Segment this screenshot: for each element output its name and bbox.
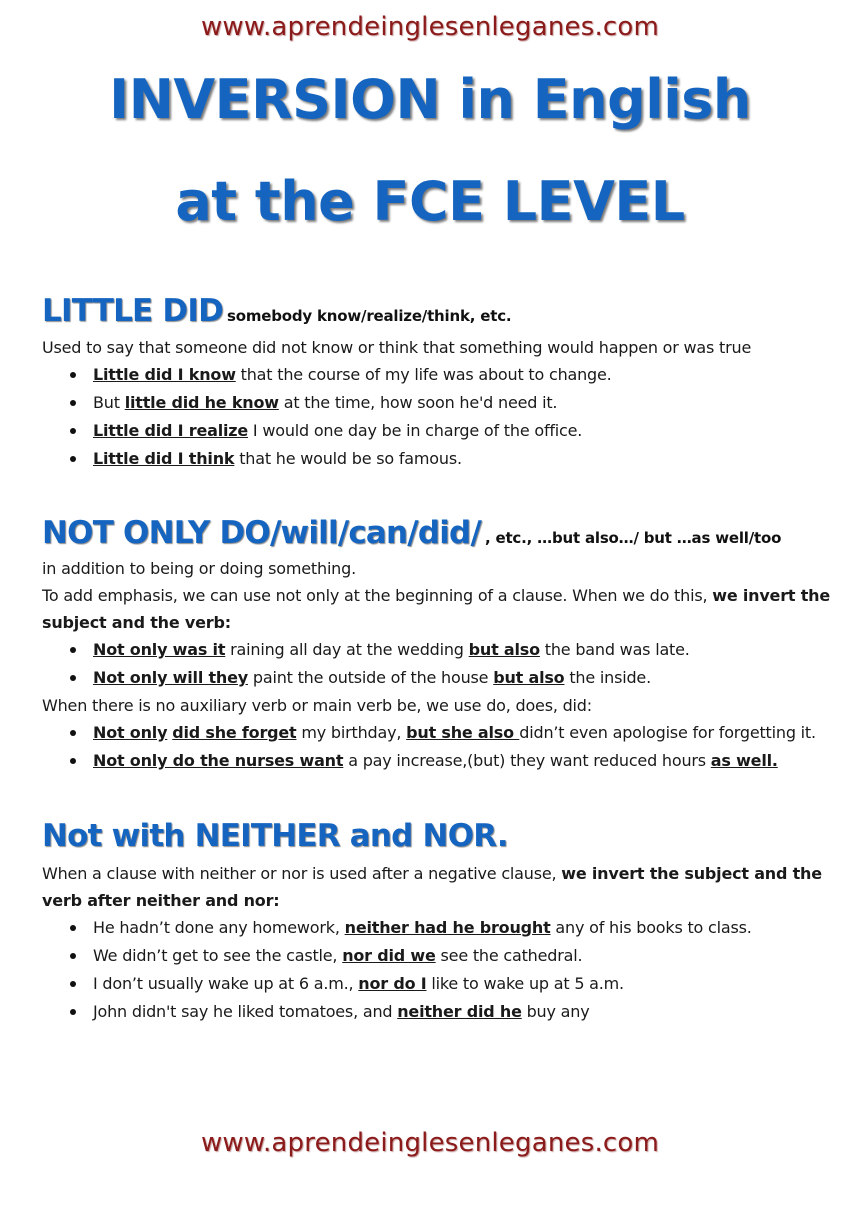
section-not-only (42, 515, 842, 775)
list-item: Not only do the nurses want a pay increase,(but) they want reduced hours as well. (42, 747, 842, 775)
section-neither-nor (42, 818, 842, 1026)
list-item: I don’t usually wake up at 6 a.m., nor do I like to wake up at 5 a.m. (42, 970, 842, 998)
list-item: Not only will they paint the outside of the house but also the inside. (42, 664, 842, 692)
section-intro: Used to say that someone did not know or think that something would happen or was true (42, 338, 752, 357)
list-item: But little did he know at the time, how soon he'd need it. (42, 389, 842, 417)
page-title-line-2: at the FCE LEVEL (175, 170, 685, 233)
list-item: We didn’t get to see the castle, nor did we see the cathedral. (42, 942, 842, 970)
section-intro: When a clause with neither or nor is used after a negative clause, we invert the subject and the verb after neither and nor: (42, 864, 822, 910)
section-heading: Not with NEITHER and NOR. (42, 818, 508, 854)
section-note: When there is no auxiliary verb or main verb be, we use do, does, did: (42, 696, 592, 715)
section-heading-row (42, 515, 842, 551)
example-list (42, 361, 842, 473)
section-heading-row (42, 293, 842, 329)
section-heading-suffix: , etc., …but also…/ but …as well/too (484, 529, 782, 547)
example-list (42, 914, 842, 1026)
list-item: He hadn’t done any homework, neither had he brought any of his books to class. (42, 914, 842, 942)
section-heading: LITTLE DID (42, 293, 224, 329)
list-item: Not only was it raining all day at the wedding but also the band was late. (42, 636, 842, 664)
site-url-header[interactable]: www.aprendeinglesenleganes.com (200, 12, 660, 42)
list-item: John didn't say he liked tomatoes, and neither did he buy any (42, 998, 842, 1026)
list-item: Little did I think that he would be so famous. (42, 445, 842, 473)
section-little-did (42, 293, 842, 473)
example-list (42, 636, 842, 692)
section-heading-suffix: somebody know/realize/think, etc. (227, 307, 512, 325)
section-intro-emphasis: To add emphasis, we can use not only at the beginning of a clause. When we do this, we invert the subject and the verb: (42, 586, 830, 632)
section-heading: NOT ONLY DO/will/can/did/ (42, 515, 481, 551)
list-item: Little did I realize I would one day be in charge of the office. (42, 417, 842, 445)
list-item: Little did I know that the course of my life was about to change. (42, 361, 842, 389)
site-url-footer[interactable]: www.aprendeinglesenleganes.com (200, 1128, 660, 1158)
example-list (42, 719, 842, 775)
section-intro: in addition to being or doing something. (42, 559, 356, 578)
page-title-line-1: INVERSION in English (109, 68, 751, 131)
section-heading-row (42, 818, 842, 854)
list-item: Not only did she forget my birthday, but she also didn’t even apologise for forgetting it. (42, 719, 842, 747)
